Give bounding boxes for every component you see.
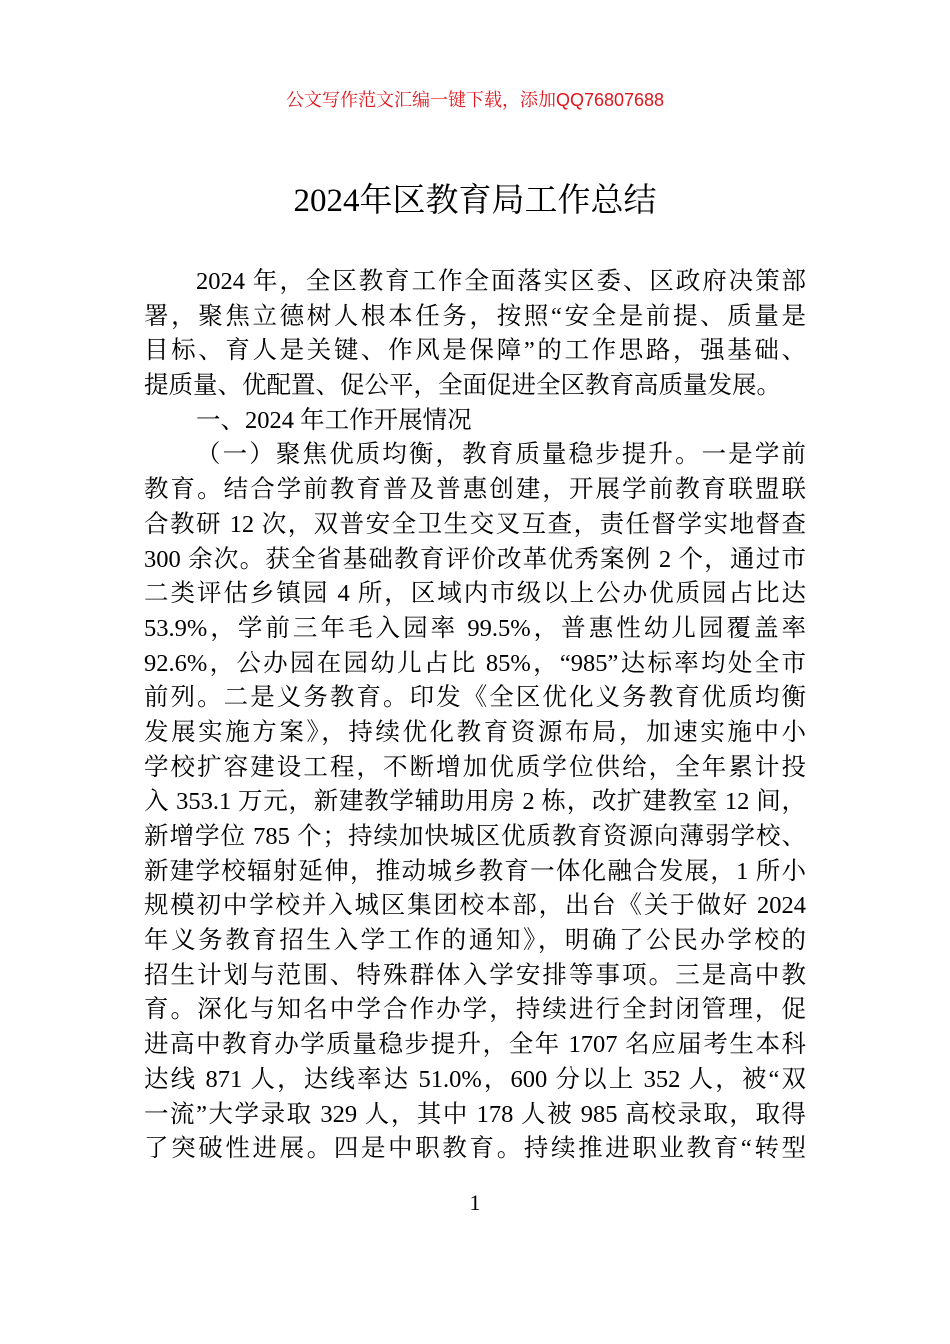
paragraph-line: 进高中教育办学质量稳步提升，全年 1707 名应届考生本科 xyxy=(144,1031,806,1059)
paragraph-line: 提质量、优配置、促公平，全面促进全区教育高质量发展。 xyxy=(144,372,781,400)
paragraph-line: 了突破性进展。四是中职教育。持续推进职业教育“转型 xyxy=(144,1135,806,1163)
paragraph-line: 前列。二是义务教育。印发《全区优化义务教育优质均衡 xyxy=(144,684,806,712)
paragraph-line: 年义务教育招生入学工作的通知》，明确了公民办学校的 xyxy=(144,927,806,955)
paragraph-line: 一流”大学录取 329 人，其中 178 人被 985 高校录取，取得 xyxy=(144,1100,806,1128)
paragraph-line: 53.9%，学前三年毛入园率 99.5%，普惠性幼儿园覆盖率 xyxy=(144,614,806,642)
page-number: 1 xyxy=(469,1190,481,1215)
paragraph-line: 发展实施方案》，持续优化教育资源布局，加速实施中小 xyxy=(144,718,806,746)
paragraph-line: 300 余次。获全省基础教育评价改革优秀案例 2 个，通过市 xyxy=(144,545,806,573)
paragraph-line: 育。深化与知名中学合作办学，持续进行全封闭管理，促 xyxy=(144,996,806,1024)
document-body xyxy=(144,265,806,1167)
document-title: 2024年区教育局工作总结 xyxy=(293,183,657,219)
paragraph-line: （一）聚焦优质均衡，教育质量稳步提升。一是学前 xyxy=(196,441,806,469)
paragraph-line: 二类评估乡镇园 4 所，区域内市级以上公办优质园占比达 xyxy=(144,580,806,608)
paragraph-line: 合教研 12 次，双普安全卫生交叉互查，责任督学实地督查 xyxy=(144,510,806,538)
paragraph-line: 目标、育人是关键、作风是保障”的工作思路，强基础、 xyxy=(144,337,806,365)
section-heading: 一、2024 年工作开展情况 xyxy=(196,406,472,434)
paragraph-line: 92.6%，公办园在园幼儿占比 85%，“985”达标率均处全市 xyxy=(144,649,806,677)
paragraph-line: 达线 871 人，达线率达 51.0%，600 分以上 352 人，被“双 xyxy=(144,1065,806,1093)
paragraph-line: 教育。结合学前教育普及普惠创建，开展学前教育联盟联 xyxy=(144,476,806,504)
paragraph-line: 新建学校辐射延伸，推动城乡教育一体化融合发展，1 所小 xyxy=(144,857,806,885)
paragraph-line: 2024 年，全区教育工作全面落实区委、区政府决策部 xyxy=(196,268,806,295)
paragraph-line: 招生计划与范围、特殊群体入学安排等事项。三是高中教 xyxy=(144,961,806,989)
paragraph-line: 规模初中学校并入城区集团校本部，出台《关于做好 2024 xyxy=(144,892,806,920)
paragraph-line: 署，聚焦立德树人根本任务，按照“安全是前提、质量是 xyxy=(144,302,806,330)
paragraph-line: 学校扩容建设工程，不断增加优质学位供给，全年累计投 xyxy=(144,753,806,781)
paragraph-line: 新增学位 785 个；持续加快城区优质教育资源向薄弱学校、 xyxy=(144,823,806,850)
paragraph-line: 入 353.1 万元，新建教学辅助用房 2 栋，改扩建教室 12 间， xyxy=(144,788,806,816)
download-watermark-header: 公文写作范文汇编一键下载，添加QQ76807688 xyxy=(285,90,665,110)
